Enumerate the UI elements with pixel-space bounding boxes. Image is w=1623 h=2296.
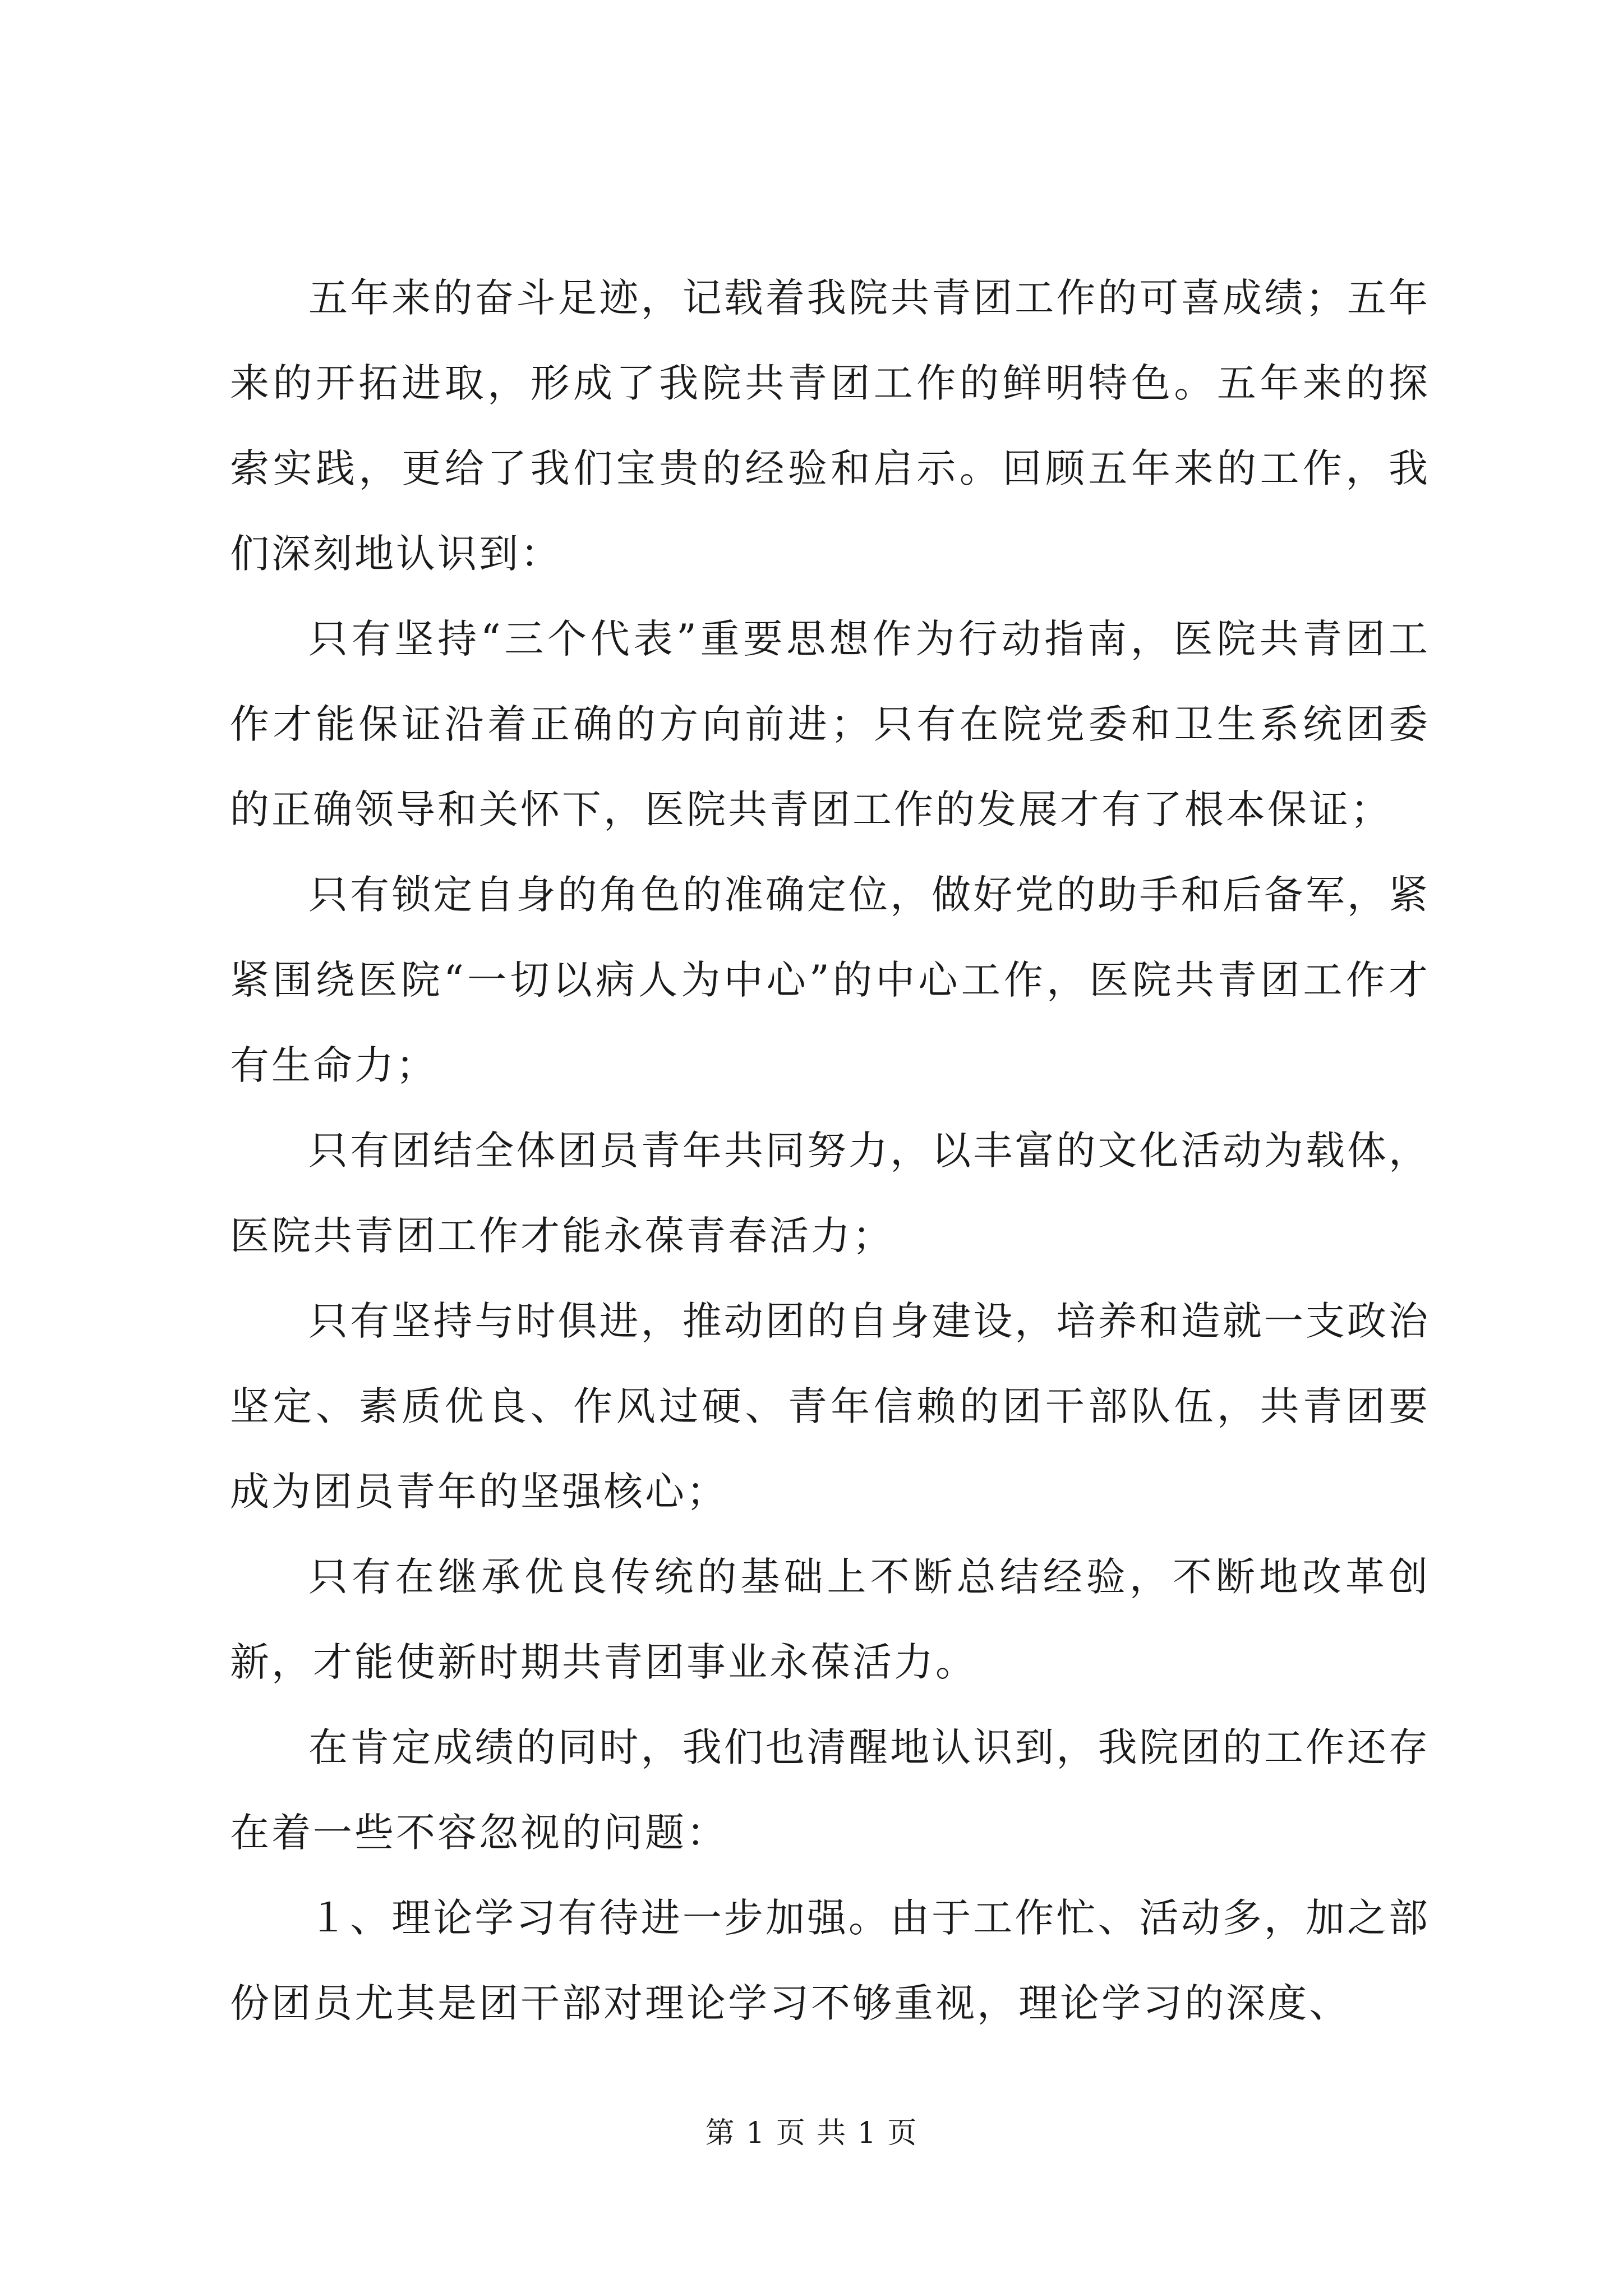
paragraph: 只有坚持“三个代表”重要思想作为行动指南，医院共青团工作才能保证沿着正确的方向前进；只有在院党委和卫生系统团委的正确领导和关怀下，医院共青团工作的发展才有了根本保证；	[230, 616, 1430, 832]
paragraph: 五年来的奋斗足迹，记载着我院共青团工作的可喜成绩；五年来的开拓进取，形成了我院共青团工作的鲜明特色。五年来的探索实践，更给了我们宝贵的经验和启示。回顾五年来的工作，我们深刻地认识到：	[230, 275, 1430, 577]
paragraph: 在肯定成绩的同时，我们也清醒地认识到，我院团的工作还存在着一些不容忽视的问题：	[230, 1724, 1430, 1856]
paragraph: 只有在继承优良传统的基础上不断总结经验，不断地改革创新，才能使新时期共青团事业永葆活力。	[230, 1554, 1430, 1685]
document-body	[230, 255, 1430, 2046]
paragraph: 只有坚持与时俱进，推动团的自身建设，培养和造就一支政治坚定、素质优良、作风过硬、青年信赖的团干部队伍，共青团要成为团员青年的坚强核心；	[230, 1298, 1430, 1515]
page-number-footer: 第 1 页 共 1 页	[705, 2116, 918, 2150]
paragraph: １、理论学习有待进一步加强。由于工作忙、活动多，加之部份团员尤其是团干部对理论学习不够重视，理论学习的深度、	[230, 1895, 1430, 2026]
paragraph: 只有团结全体团员青年共同努力，以丰富的文化活动为载体，医院共青团工作才能永葆青春活力；	[230, 1128, 1430, 1259]
paragraph: 只有锁定自身的角色的准确定位，做好党的助手和后备军，紧紧围绕医院“一切以病人为中心”的中心工作，医院共青团工作才有生命力；	[230, 872, 1430, 1088]
